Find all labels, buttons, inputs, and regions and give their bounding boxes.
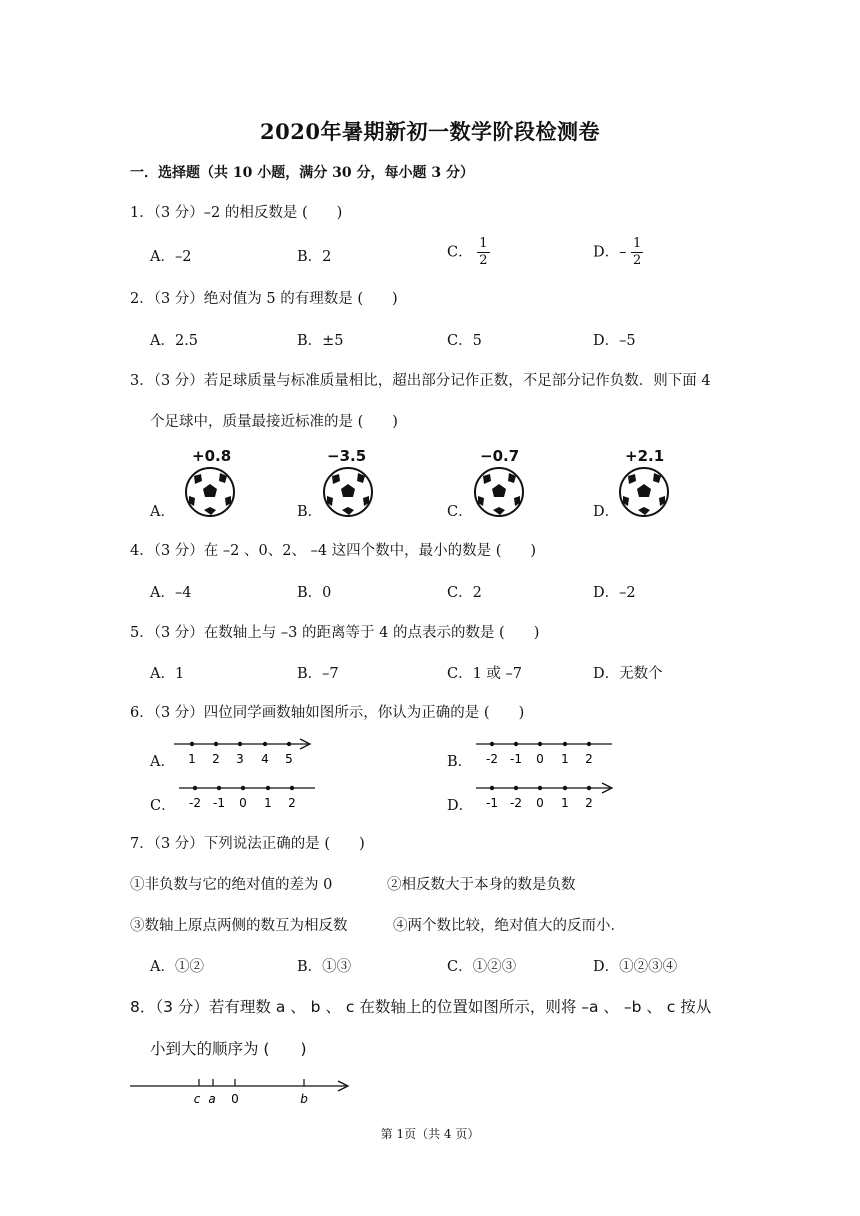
question-2-option-c: C．5	[447, 333, 482, 349]
question-6-option-a: A．	[150, 754, 175, 770]
tick-label: -2	[189, 796, 201, 810]
tick-label: 5	[285, 752, 293, 766]
soccer-ball-icon	[184, 466, 236, 518]
question-3-line-2: 个足球中，质量最接近标准的是 ( )	[150, 414, 398, 430]
fraction-denominator: 2	[633, 253, 642, 268]
page-footer: 第 1页（共 4 页）	[380, 1127, 480, 1141]
ball-a-label: +0.8	[192, 447, 232, 465]
statement-3: ③数轴上原点两侧的数互为相反数	[130, 918, 348, 934]
tick-label: 2	[212, 752, 220, 766]
question-5-option-b: B．–7	[297, 666, 339, 682]
question-1-option-a: A．–2	[150, 249, 192, 265]
tick-label: 0	[536, 796, 544, 810]
ball-b-label: −3.5	[327, 447, 367, 465]
question-5-option-a: A．1	[150, 666, 185, 682]
question-2-option-d: D．–5	[593, 333, 636, 349]
soccer-ball-icon	[618, 466, 670, 518]
tick-label: 1	[264, 796, 272, 810]
option-d-prefix: D．	[593, 244, 620, 261]
question-3-option-b: B．	[297, 504, 323, 520]
page-title: 2020年暑期新初一数学阶段检测卷	[260, 119, 600, 144]
question-5-stem: 5．（3 分）在数轴上与 –3 的距离等于 4 的点表示的数是 ( )	[130, 625, 540, 641]
number-line-q8	[128, 1075, 353, 1107]
axis-label-a: a	[208, 1092, 216, 1106]
question-6-stem: 6．（3 分）四位同学画数轴如图所示，你认为正确的是 ( )	[130, 705, 525, 721]
option-c-prefix: C．	[447, 244, 473, 261]
tick-label: -1	[213, 796, 225, 810]
soccer-ball-icon	[473, 466, 525, 518]
tick-label: 0	[239, 796, 247, 810]
question-7-option-b: B．①③	[297, 959, 352, 975]
question-1-stem: 1．（3 分）–2 的相反数是 ( )	[130, 205, 343, 221]
question-7-stem: 7．（3 分）下列说法正确的是 ( )	[130, 836, 365, 852]
question-1-option-d	[593, 236, 643, 269]
tick-label: -1	[510, 752, 522, 766]
statement-1: ①非负数与它的绝对值的差为 0	[130, 877, 333, 893]
number-line-b	[472, 736, 617, 766]
fraction	[631, 236, 643, 269]
question-7-option-d: D．①②③④	[593, 959, 678, 975]
question-5-option-c: C．1 或 –7	[447, 666, 523, 682]
question-2-stem: 2．（3 分）绝对值为 5 的有理数是 ( )	[130, 291, 398, 307]
question-4-option-a: A．–4	[150, 585, 192, 601]
ball-c-label: −0.7	[480, 447, 520, 465]
question-5-option-d: D．无数个	[593, 666, 663, 682]
question-8-line-2: 小到大的顺序为 ( )	[150, 1040, 307, 1058]
tick-label: 2	[585, 752, 593, 766]
statement-2: ②相反数大于本身的数是负数	[387, 877, 576, 893]
tick-label: 3	[236, 752, 244, 766]
fraction-numerator: 1	[479, 236, 488, 251]
question-6-option-b: B．	[447, 754, 473, 770]
question-6-option-c: C．	[150, 798, 176, 814]
tick-label: 0	[536, 752, 544, 766]
tick-label: 1	[188, 752, 196, 766]
tick-label: 1	[561, 752, 569, 766]
question-3-line-1: 3．（3 分）若足球质量与标准质量相比，超出部分记作正数，不足部分记作负数．则下面 4	[130, 373, 711, 389]
tick-label: -2	[510, 796, 522, 810]
number-line-d	[472, 780, 617, 810]
question-2-option-a: A．2.5	[150, 333, 199, 349]
question-2-option-b: B．±5	[297, 333, 344, 349]
number-line-c	[175, 780, 320, 810]
axis-label-c: c	[193, 1092, 201, 1106]
axis-label-b: b	[300, 1092, 308, 1106]
tick-label: 2	[288, 796, 296, 810]
question-1-option-c	[447, 236, 490, 269]
soccer-ball-icon	[322, 466, 374, 518]
fraction-numerator: 1	[633, 236, 642, 251]
question-3-option-a: A．	[150, 504, 175, 520]
question-7-option-c: C．①②③	[447, 959, 517, 975]
question-4-option-d: D．–2	[593, 585, 636, 601]
statement-4: ④两个数比较，绝对值大的反而小．	[393, 918, 625, 934]
question-8-line-1: 8．（3 分）若有理数 a 、 b 、 c 在数轴上的位置如图所示，则将 –a 、 –b 、 c 按从	[130, 998, 712, 1016]
tick-label: -2	[486, 752, 498, 766]
tick-label: 1	[561, 796, 569, 810]
question-7-option-a: A．①②	[150, 959, 204, 975]
question-4-stem: 4．（3 分）在 –2 、0、2、 –4 这四个数中，最小的数是 ( )	[130, 543, 537, 559]
tick-label: 4	[261, 752, 269, 766]
ball-d-label: +2.1	[625, 447, 665, 465]
fraction-denominator: 2	[479, 253, 488, 268]
minus-sign: –	[619, 244, 627, 261]
question-4-option-b: B．0	[297, 585, 332, 601]
tick-label: 2	[585, 796, 593, 810]
axis-label-zero: 0	[231, 1092, 239, 1106]
fraction	[477, 236, 489, 269]
question-3-option-d: D．	[593, 504, 620, 520]
question-6-option-d: D．	[447, 798, 474, 814]
question-4-option-c: C．2	[447, 585, 482, 601]
question-3-option-c: C．	[447, 504, 473, 520]
tick-label: -1	[486, 796, 498, 810]
number-line-a	[170, 736, 320, 766]
section-heading: 一．选择题（共 10 小题，满分 30 分，每小题 3 分）	[130, 165, 474, 181]
question-1-option-b: B．2	[297, 249, 332, 265]
